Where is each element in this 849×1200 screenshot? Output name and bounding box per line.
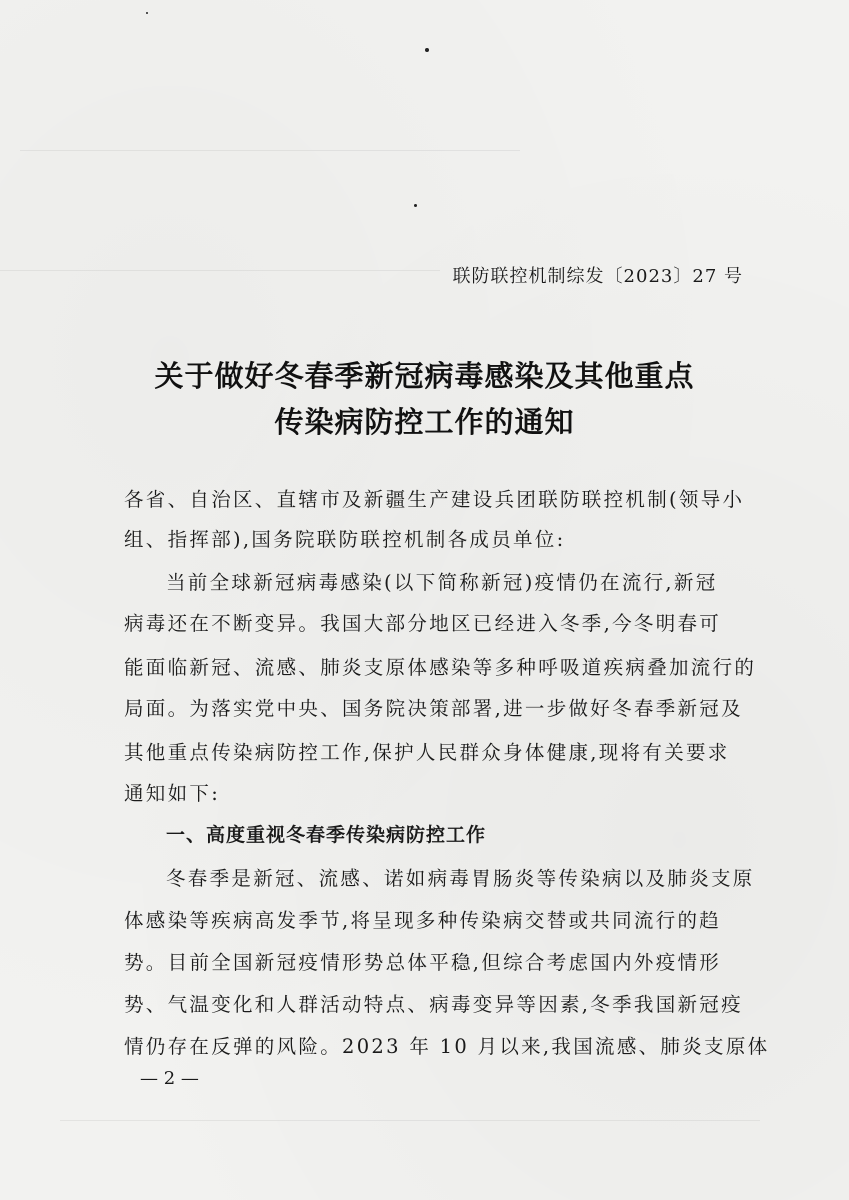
- body-line: 各省、自治区、直辖市及新疆生产建设兵团联防联控机制(领导小: [124, 488, 745, 511]
- section-line: 情仍存在反弹的风险。2023 年 10 月以来,我国流感、肺炎支原体: [124, 1035, 770, 1058]
- scan-speck: [146, 12, 148, 14]
- section-heading: 一、高度重视冬春季传染病防控工作: [166, 824, 487, 846]
- body-line: 其他重点传染病防控工作,保护人民群众身体健康,现将有关要求: [124, 741, 730, 764]
- body-line: 能面临新冠、流感、肺炎支原体感染等多种呼吸道疾病叠加流行的: [124, 656, 757, 679]
- body-line: 局面。为落实党中央、国务院决策部署,进一步做好冬春季新冠及: [124, 697, 743, 720]
- scan-bleed-line: [60, 1120, 760, 1121]
- scan-speck: [414, 204, 417, 207]
- document-title-line-1: 关于做好冬春季新冠病毒感染及其他重点: [154, 359, 695, 393]
- body-line: 组、指挥部),国务院联防联控机制各成员单位:: [124, 528, 566, 551]
- scan-speck: [425, 48, 429, 52]
- section-line: 冬春季是新冠、流感、诺如病毒胃肠炎等传染病以及肺炎支原: [166, 867, 755, 890]
- page-number: — 2 —: [140, 1068, 199, 1089]
- scan-bleed-line: [0, 270, 440, 271]
- document-title-line-2: 传染病防控工作的通知: [274, 405, 575, 439]
- scan-bleed-line: [20, 150, 520, 151]
- section-line: 体感染等疾病高发季节,将呈现多种传染病交替或共同流行的趋: [124, 909, 722, 932]
- section-line: 势。目前全国新冠疫情形势总体平稳,但综合考虑国内外疫情形: [124, 951, 722, 974]
- body-line: 通知如下:: [124, 782, 221, 805]
- body-line: 当前全球新冠病毒感染(以下简称新冠)疫情仍在流行,新冠: [166, 571, 718, 594]
- body-line: 病毒还在不断变异。我国大部分地区已经进入冬季,今冬明春可: [124, 612, 722, 635]
- section-line: 势、气温变化和人群活动特点、病毒变异等因素,冬季我国新冠疫: [124, 993, 743, 1016]
- document-number: 联防联控机制综发〔2023〕27 号: [452, 266, 743, 287]
